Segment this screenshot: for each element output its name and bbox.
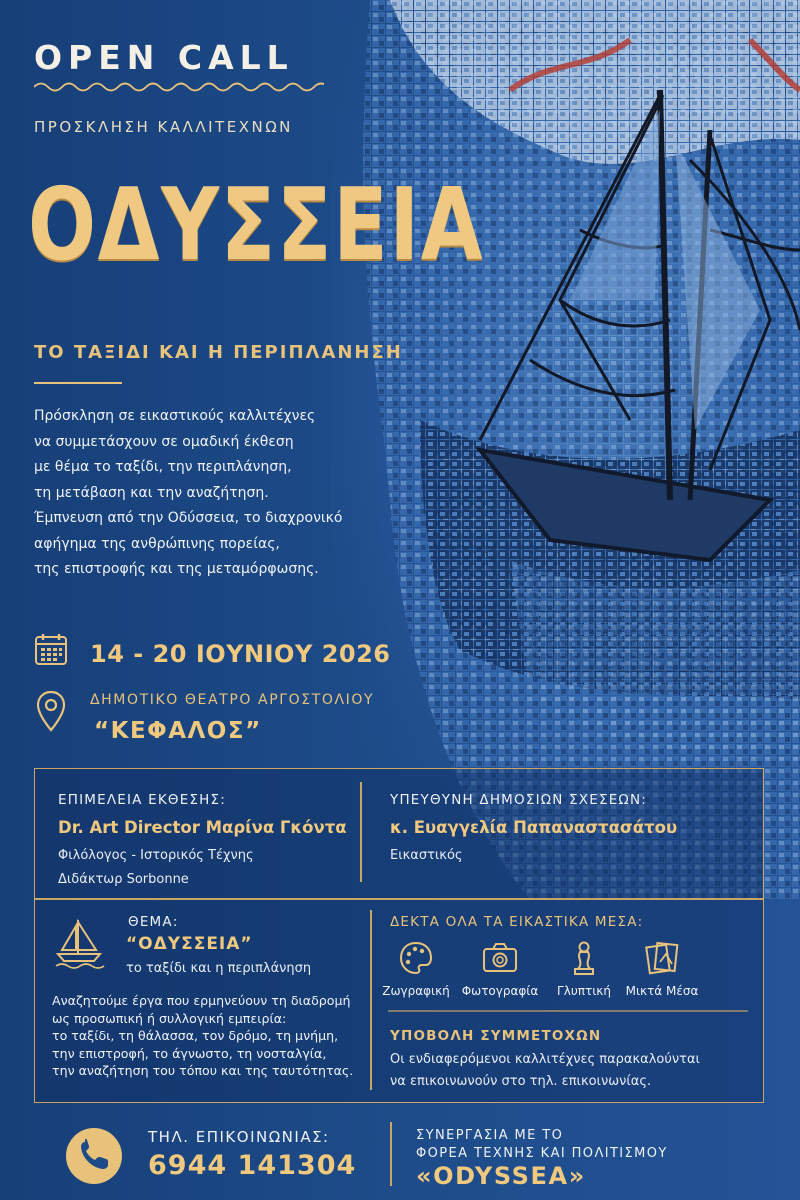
pr-label: ΥΠΕΥΘΥΝΗ ΔΗΜΟΣΙΩΝ ΣΧΕΣΕΩΝ:	[390, 792, 647, 808]
submission-line2: να επικοινωνούν στο τηλ. επικοινωνίας.	[390, 1074, 652, 1089]
collab-name: «ODYSSEA»	[416, 1162, 586, 1190]
theme-label: ΘΕΜΑ:	[128, 914, 179, 930]
intro-line: τη μετάβαση και την αναζήτηση.	[34, 484, 269, 501]
curator-role: Φιλόλογος - Ιστορικός Τέχνης	[58, 848, 254, 863]
divider-horizontal	[34, 898, 764, 900]
phone-badge	[66, 1128, 122, 1184]
camera-icon	[481, 940, 519, 976]
curator-degree: Διδάκτωρ Sorbonne	[58, 872, 189, 887]
sculpture-icon	[568, 940, 600, 976]
theme-body-line: την αναζήτηση του τόπου και της ταυτότητας.	[52, 1063, 354, 1078]
media-label-photography: Φωτογραφία	[461, 984, 539, 998]
phone-icon	[66, 1128, 122, 1184]
intro-line: με θέμα το ταξίδι, την περιπλάνηση,	[34, 459, 292, 475]
location-pin-icon	[36, 690, 66, 734]
curator-name: Dr. Art Director Μαρίνα Γκόντα	[58, 818, 347, 837]
media-label-sculpture: Γλυπτική	[557, 984, 611, 998]
divider-horizontal	[388, 1010, 748, 1012]
venue-name: “ΚΕΦΑΛΟΣ”	[94, 718, 262, 744]
main-title: ΟΔΥΣΣΕΙΑ	[28, 166, 485, 283]
phone-number[interactable]: 6944 141304	[148, 1150, 357, 1181]
theme-body-line: το ταξίδι, τη θάλασσα, τον δρόμο, τη μνήμη,	[52, 1028, 339, 1043]
intro-line: Πρόσκληση σε εικαστικούς καλλιτέχνες	[34, 408, 316, 424]
event-date: 14 - 20 ΙΟΥΝΙΟΥ 2026	[90, 640, 391, 668]
media-item-sculpture	[554, 940, 614, 976]
collab-line1: ΣΥΝΕΡΓΑΣΙΑ ΜΕ ΤΟ	[416, 1128, 564, 1143]
theme-title: “ΟΔΥΣΣΕΙΑ”	[126, 934, 253, 954]
media-label: ΔΕΚΤΑ ΟΛΑ ΤΑ ΕΙΚΑΣΤΙΚΑ ΜΕΣΑ:	[390, 914, 644, 930]
intro-line: της επιστροφής και της μεταμόρφωσης.	[34, 561, 319, 577]
tagline: ΤΟ ΤΑΞΙΔΙ ΚΑΙ Η ΠΕΡΙΠΛΑΝΗΣΗ	[34, 342, 403, 363]
intro-text	[34, 404, 394, 583]
intro-line: Έμπνευση από την Οδύσσεια, το διαχρονικό	[34, 510, 343, 526]
media-item-painting	[386, 940, 446, 976]
intro-line: αφήγημα της ανθρώπινης πορείας,	[34, 535, 280, 552]
media-item-mixed	[632, 940, 692, 976]
media-item-photography	[470, 940, 530, 976]
mosaic-ship-artwork	[330, 0, 800, 900]
footer-divider	[390, 1122, 392, 1186]
palette-icon	[398, 940, 434, 976]
calendar-icon	[34, 632, 68, 666]
theme-subtitle: το ταξίδι και η περιπλάνηση	[126, 961, 312, 976]
divider-vertical	[370, 910, 372, 1090]
open-call-heading: OPEN CALL	[34, 38, 294, 77]
collab-line2: ΦΟΡΕΑ ΤΕΧΝΗΣ ΚΑΙ ΠΟΛΙΤΙΣΜΟΥ	[416, 1146, 668, 1161]
mixed-media-icon	[644, 940, 680, 976]
submission-label: ΥΠΟΒΟΛΗ ΣΥΜΜΕΤΟΧΩΝ	[390, 1028, 602, 1044]
curation-label: ΕΠΙΜΕΛΕΙΑ ΕΚΘΕΣΗΣ:	[58, 792, 227, 808]
theme-body-line: Αναζητούμε έργα που ερμηνεύουν τη διαδρομή	[52, 993, 351, 1008]
collab-text	[416, 1127, 668, 1163]
wave-divider	[34, 80, 324, 94]
submission-line1: Οι ενδιαφερόμενοι καλλιτέχνες παρακαλούνται	[390, 1052, 700, 1067]
gold-rule	[34, 382, 122, 384]
pr-role: Εικαστικός	[390, 848, 463, 863]
theme-body-line: την επιστροφή, το άγνωστο, τη νοσταλγία,	[52, 1045, 327, 1061]
sailboat-icon	[52, 914, 108, 970]
theme-body	[52, 992, 362, 1080]
intro-line: να συμμετάσχουν σε ομαδική έκθεση	[34, 433, 294, 450]
media-label-painting: Ζωγραφική	[382, 984, 450, 998]
media-label-mixed: Μικτά Μέσα	[625, 984, 699, 998]
divider-vertical	[360, 782, 362, 882]
pr-name: κ. Ευαγγελία Παπαναστασάτου	[390, 818, 678, 837]
theme-body-line: ως προσωπική ή συλλογική εμπειρία:	[52, 1010, 287, 1026]
subtitle: ΠΡΟΣΚΛΗΣΗ ΚΑΛΛΙΤΕΧΝΩΝ	[34, 118, 293, 136]
contact-label: ΤΗΛ. ΕΠΙΚΟΙΝΩΝΙΑΣ:	[148, 1128, 330, 1146]
venue-line1: ΔΗΜΟΤΙΚΟ ΘΕΑΤΡΟ ΑΡΓΟΣΤΟΛΙΟΥ	[90, 692, 375, 708]
